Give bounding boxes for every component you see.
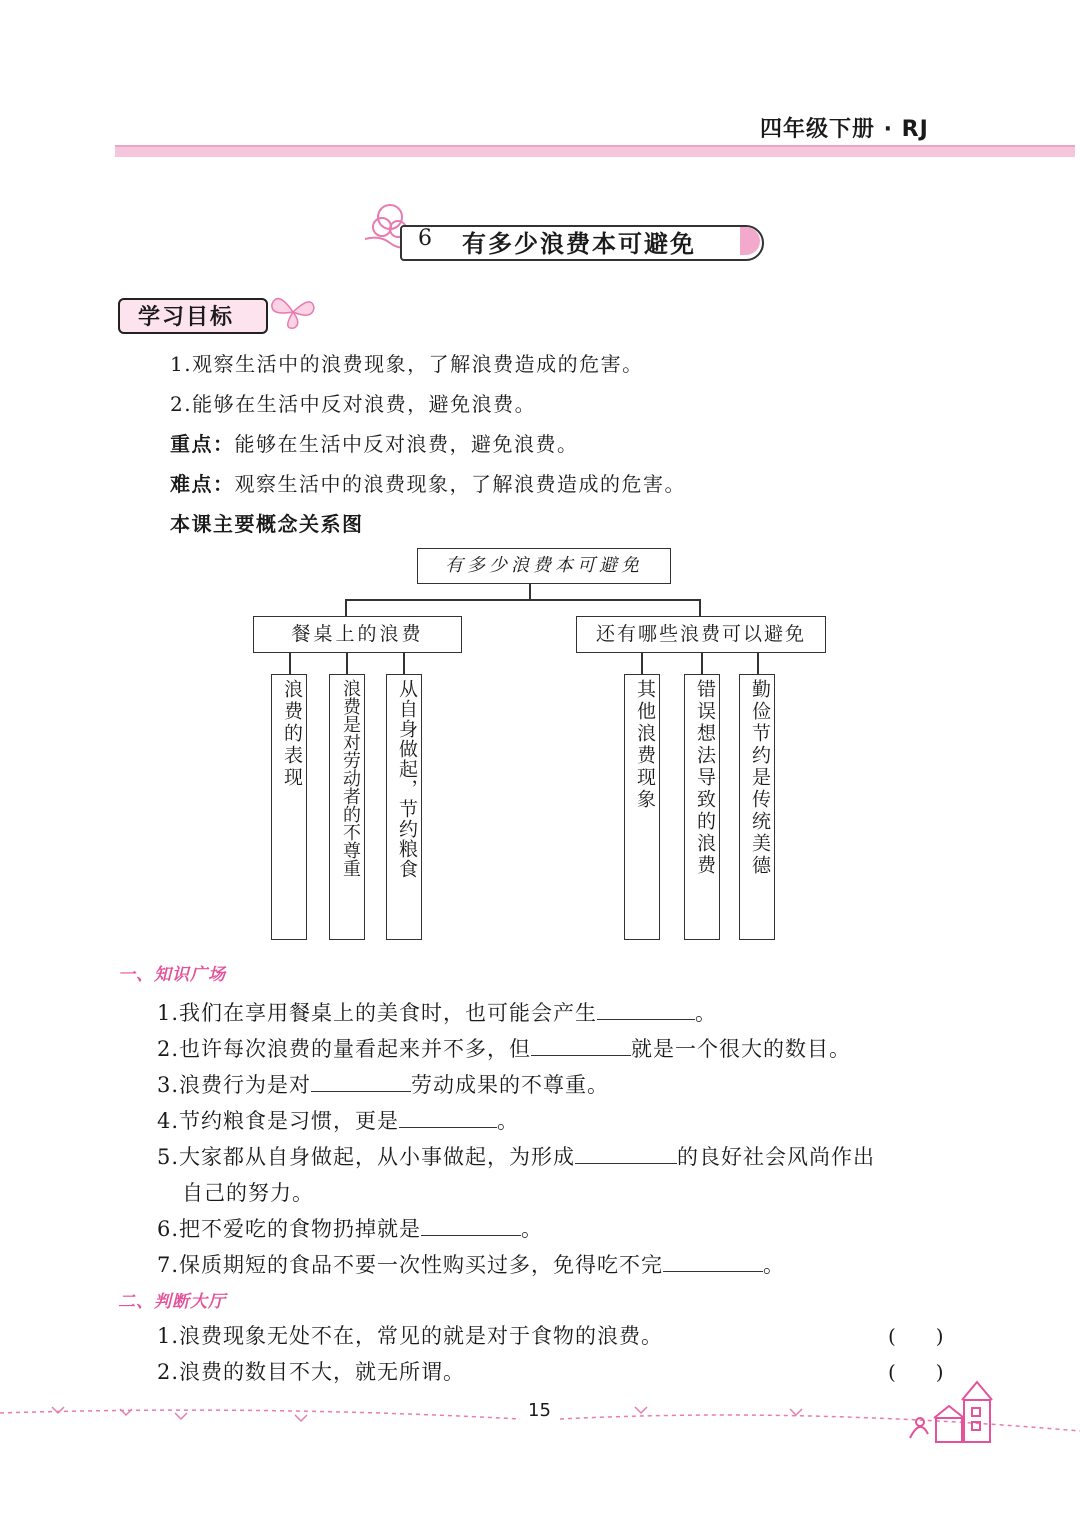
question-text: 。 [497,1109,520,1133]
book-grade-label: 四年级下册 · RJ [760,117,929,142]
page-number: 15 [528,1400,551,1421]
fill-question-6 [157,1213,543,1243]
fill-question-5-continuation: 自己的努力。 [182,1181,314,1205]
question-text: 3.浪费行为是对 [157,1073,312,1097]
fill-question-1 [157,997,717,1027]
question-text: 4.节约粮食是习惯，更是 [157,1109,400,1133]
question-text: 7.保质期短的食品不要一次性购买过多，免得吃不完 [157,1253,664,1277]
answer-blank[interactable] [575,1143,677,1164]
lesson-title: 有多少浪费本可避免 [462,230,696,258]
question-text: 。 [695,1001,718,1025]
section-heading-judgement: 二、判断大厅 [118,1292,226,1312]
concept-leaf: 其他浪费现象 [624,674,660,940]
concept-left-branch: 餐桌上的浪费 [253,616,462,653]
question-text: 就是一个很大的数目。 [631,1037,852,1061]
connector [699,599,701,617]
concept-map-heading: 本课主要概念关系图 [170,512,364,536]
question-text: 的良好社会风尚作出 [677,1145,876,1169]
question-text: 1.我们在享用餐桌上的美食时，也可能会产生 [157,1001,598,1025]
connector [757,653,759,675]
key-point-text: 能够在生活中反对浪费，避免浪费。 [234,432,579,456]
connector [345,599,700,601]
difficult-point-text: 观察生活中的浪费现象，了解浪费造成的危害。 [234,472,686,496]
answer-blank[interactable] [597,999,695,1020]
fill-question-3 [157,1069,609,1099]
concept-leaf: 浪费的表现 [271,674,307,940]
question-text: 6.把不爱吃的食物扔掉就是 [157,1217,422,1241]
fill-question-2 [157,1033,851,1063]
fill-question-5 [157,1141,875,1171]
header-band [115,145,1075,157]
key-point [170,428,579,457]
connector [529,584,531,600]
judge-answer-1[interactable]: ( ) [888,1324,944,1348]
concept-right-branch: 还有哪些浪费可以避免 [576,616,826,653]
judge-question-1: 1.浪费现象无处不在，常见的就是对于食物的浪费。 [157,1324,664,1348]
lesson-number: 6 [418,226,432,251]
concept-leaf: 浪费是对劳动者的不尊重 [329,674,365,940]
section-heading-knowledge: 一、知识广场 [118,965,226,985]
difficult-point-label: 难点： [170,472,235,496]
house-icon [900,1378,1000,1448]
answer-blank[interactable] [663,1251,763,1272]
connector [641,653,643,675]
concept-leaf: 从自身做起，节约粮食 [386,674,422,940]
fill-question-4 [157,1105,519,1135]
goal-item-2: 2.能够在生活中反对浪费，避免浪费。 [170,392,537,416]
concept-leaf: 错误想法导致的浪费 [684,674,720,940]
connector [346,653,348,675]
answer-blank[interactable] [399,1107,497,1128]
answer-blank[interactable] [311,1071,411,1092]
goals-heading: 学习目标 [138,305,235,330]
connector [289,653,291,675]
concept-root: 有多少浪费本可避免 [417,548,671,584]
difficult-point [170,468,686,497]
goal-item-1: 1.观察生活中的浪费现象，了解浪费造成的危害。 [170,352,644,376]
key-point-label: 重点： [170,432,235,456]
connector [345,599,347,617]
answer-blank[interactable] [421,1215,521,1236]
fill-question-7 [157,1249,785,1279]
judge-answer-2[interactable]: ( ) [888,1360,944,1384]
question-text: 。 [521,1217,544,1241]
connector [403,653,405,675]
connector [701,653,703,675]
concept-leaf: 勤俭节约是传统美德 [739,674,775,940]
question-text: 劳动成果的不尊重。 [411,1073,610,1097]
butterfly-icon [268,290,318,332]
answer-blank[interactable] [531,1035,631,1056]
question-text: 。 [763,1253,786,1277]
question-text: 2.也许每次浪费的量看起来并不多，但 [157,1037,532,1061]
judge-question-2: 2.浪费的数目不大，就无所谓。 [157,1360,466,1384]
question-text: 5.大家都从自身做起，从小事做起，为形成 [157,1145,576,1169]
